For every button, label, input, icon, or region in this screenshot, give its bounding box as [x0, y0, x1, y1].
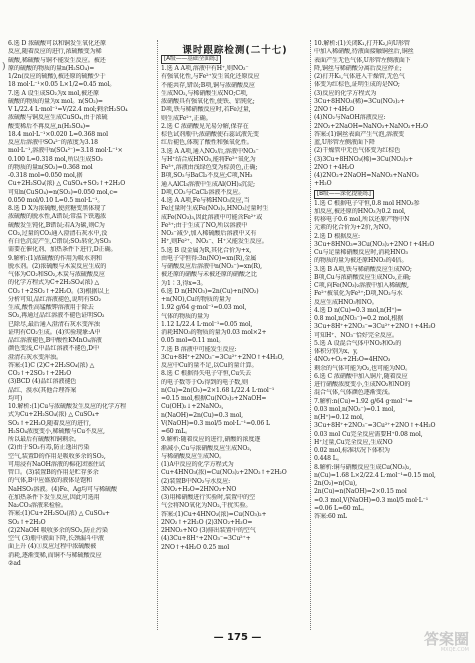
text-line: 0.448 L。 [314, 455, 343, 463]
margin-bracket: ) [2, 62, 6, 72]
text-line: 转移电子0.6 mol,所以还原产物中N [314, 216, 410, 223]
text-line: Fe²⁺被氧化为Fe³⁺;D项,NO₂与水 [314, 290, 403, 298]
text-line: 则生成Fe²⁺,正确。 [161, 114, 212, 122]
text-line: 3Cu+8H⁺+2NO₃⁻=3Cu²⁺+2NO↑+4H₂O [314, 422, 436, 430]
text-line: 反应中Cu的量不足,以Cu的量计算。 [161, 362, 258, 369]
text-line: 2n(Cu)=n(NaOH)=2×0.15 mol [314, 488, 407, 496]
text-line: 7.解析:n(Cu)=1.92 g/64 g·mol⁻¹= [314, 397, 413, 405]
text-line: Na₂CO₃溶液来检验。 [8, 502, 67, 509]
text-line: 2HNO₃+NO (3)排出装置中的空气 [161, 527, 256, 534]
text-line: 澄清石灰水变浑浊。 [8, 353, 62, 361]
text-line: C项,向Fe(NO₃)₂溶液中加入稀硫酸, [314, 282, 409, 289]
watermark-logo [397, 631, 469, 657]
text-line: (2)装置B中NO₂与水反应: [161, 477, 231, 485]
text-line: 2NO₂+2NaOH=NaNO₃+NaNO₂+H₂O [314, 122, 428, 130]
text-line: SO₂↑+2H₂O,随着反应的进行, [8, 419, 91, 427]
text-line: 通入AlCl₃溶液中生成Al(OH)₃沉淀; [161, 180, 255, 188]
text-line: 3Cu+8HNO₃=3Cu(NO₃)₂+2NO↑+4H₂O [314, 240, 435, 248]
text-line: 表面产生无色气体,U形管左侧液面下 [314, 56, 411, 64]
text-line: 体变为红棕色,证明生成的是NO; [314, 81, 400, 89]
text-line: 已除尽,最后通入澄清石灰水变浑浊 [8, 320, 100, 328]
text-line: 1/2n(反应的硫酸),被还原的硫酸少于 [8, 73, 106, 80]
text-line: 9.解析:(1)浓硫酸的作用为吸水剂和 [8, 254, 102, 262]
text-line: 9.解析:随着反应的进行,硝酸的浓度逐 [161, 436, 261, 444]
text-line: CO₂↑+2SO₂↑+2H₂O。(3)根据以上 [8, 287, 110, 295]
text-line: D项,CO₂与CaCl₂溶液不反应。 [161, 188, 245, 196]
column-divider [310, 40, 311, 630]
text-line: 证明有CO₂生成。(4)实验现象:A中 [8, 328, 101, 336]
text-line: (4)NO₂与NaOH溶液反应: [314, 114, 386, 122]
text-line: 18 mol·L⁻¹×0.05 L×1/2=0.45 mol。 [8, 81, 116, 89]
text-line: n(Cu)=2n(O₂)=2×1.68 L/22.4 L·mol⁻¹ [161, 386, 275, 394]
text-line: 1.选 C 根据电子守恒,0.8 mol HNO₃参 [314, 199, 420, 207]
text-line: 3NO₂+H₂O=2HNO₃+NO [161, 485, 237, 493]
text-line: (2)由于SO₂有毒,防止逸出污染 [8, 444, 90, 452]
text-line: SO₂↑+2H₂O [8, 518, 46, 526]
text-line: 颜色变浅,C中品红溶液不褪色,D中 [8, 345, 99, 353]
text-line: 8.解析:铜与硝酸反应生成Cu(NO₃)₂, [314, 463, 412, 471]
text-line: (2)干燥管中无色气体变为红棕色 [314, 147, 401, 155]
section-a-tag: [A级——基础全面练] [161, 55, 221, 64]
text-line: 面上升 (4)①反应过程中浓硫酸被 [8, 543, 97, 551]
text-line: 可知H⁺、NO₃⁻恰好完全反应。 [314, 331, 398, 339]
text-line: 需要在催化剂、加热条件下进行,D正确。 [8, 246, 117, 254]
text-line: 不能共存,错误;B项,铜与浓硝酸反应 [161, 81, 255, 89]
section-b-tag: [B级——深化提能练] [314, 190, 374, 199]
column-right [314, 40, 466, 630]
text-line: 10.解析:(1)关闭K₁,打开K₂,向U形管 [314, 40, 410, 47]
text-line: Cu(OH)₂↓+2NaNO₃, [161, 403, 224, 411]
text-line: 1.选 A A项,溶液中有H⁺,则NO₃⁻ [161, 65, 249, 72]
page-title: 课时跟踪检测(二十七) [182, 45, 288, 56]
text-line: 0.02 mol,标准状况下体积为 [314, 447, 390, 454]
text-line: Cu+4HNO₃(浓)=Cu(NO₃)₂+2NO₂↑+2H₂O [161, 469, 287, 477]
text-line: 2NO↑+4H₂O [314, 106, 355, 113]
text-line: 2.选 C 浓硝酸见光易分解,保存在 [161, 122, 249, 130]
text-line: Fe³⁺,溶液由浅绿色变为棕黄色,正确; [161, 164, 258, 171]
text-line: 硫酸,稀硫酸与铜不能发生反应。被还 [8, 56, 106, 64]
text-line: 1.92 g/64 g·mol⁻¹=0.03 mol, [161, 304, 247, 312]
text-line: 3Cu+8H⁺+2NO₃⁻=3Cu²⁺+2NO↑+4H₂O, [161, 353, 284, 361]
text-line: H₂SO₄浓度变小,稀硫酸与Cu不反应, [8, 427, 105, 435]
text-line: 剩余的气体可能为O₂,也可能为NO。 [314, 364, 412, 372]
text-line: (4)2NO₂+2NaOH=NaNO₃+NaNO₂ [314, 172, 419, 179]
text-line: 2NO↑+4H₂O 0.25 mol [161, 543, 230, 551]
text-line: 1.12 L/22.4 L·mol⁻¹=0.05 mol, [161, 320, 253, 328]
text-line: 0.03 mol,n(NO₃⁻)=0.1 mol, [314, 405, 396, 413]
text-line: n(H⁺)=0.12 mol, [314, 414, 364, 421]
text-line: 由电子守恒得:3n(NO)=xn(R),金属 [161, 254, 257, 262]
text-line: 硫酸的物质的量为x mol。n(SO₂)= [8, 97, 103, 105]
text-line: 棕色试剂瓶中;浓硝酸使石蕊试液先变 [161, 131, 259, 138]
text-line: 可知n(CuSO₄)=n(SO₂)=0.050 mol,c= [8, 188, 118, 196]
text-line: B项,Cu与浓硝酸反应生成NO₂,正确; [314, 273, 411, 281]
text-line: 与稀硝酸反应生成NO。 [161, 452, 226, 460]
text-line: 2.选 D 根据反应: [314, 232, 360, 240]
text-line: 原的硫酸的物质的量n(H₂SO₄)= [8, 64, 95, 72]
text-line: 答案:(1)Cu+4HNO₃(浓)=Cu(NO₃)₂+ [161, 510, 267, 518]
text-line: B项,SO₂与BaCl₂不反应;C项,NH₃ [161, 172, 253, 180]
text-line: 10.解析:(1)Cu与浓硫酸发生反应的化学方程 [8, 403, 126, 410]
column-middle [161, 40, 309, 630]
text-line: 7.选 A 设生成SO₂为x mol,被还原 [8, 89, 99, 97]
text-line: =0.3 mol,V(NaOH)=0.3 mol/5 mol·L⁻¹ [314, 496, 429, 504]
text-line: 0.050 mol/0.10 L=0.5 mol·L⁻¹。 [8, 196, 104, 204]
text-line: 2n(O₂)=n(Cu), [314, 480, 358, 487]
text-line: 中加入稀硝酸,待液面接触铜丝后,铜丝 [314, 48, 414, 56]
text-line: (2)2NaOH 吸收多余的SO₂,防止污染 [8, 526, 108, 534]
text-line: 混合气体,气体颜色逐渐变浅。 [314, 389, 394, 397]
text-line: Cu+2H₂SO₄(浓) △ CuSO₄+SO₂↑+2H₂O [8, 180, 126, 188]
text-line: 5.选 B 设金属为R,其化合价为+x, [161, 246, 252, 254]
text-line: 7.选 B 溶液中可能发生反应: [161, 345, 237, 353]
watermark-url: MXQE.COM [440, 647, 469, 653]
text-line: 品红溶液褪色,B中酸性KMnO₄溶液 [8, 337, 102, 344]
text-line: CO₂,过量的CO₂通入澄清石灰水中,没 [8, 229, 108, 237]
text-line: (3)反应的化学方程式为 [314, 89, 377, 97]
text-line: 反应后溶液中SO₄²⁻的浓度为3.18 [8, 139, 98, 146]
text-line: 被还原的硝酸与未被还原的硝酸之比 [161, 271, 257, 279]
text-line: (2)打开K₁,气体进入干燥管,无色气 [314, 73, 405, 80]
column-divider [157, 40, 158, 630]
text-line: 渐减小,Cu与浓硝酸反应生成NO₂, [161, 444, 252, 452]
text-line: 的气体,B中应盛放的液体是饱和 [8, 477, 93, 485]
text-line: Fe过量时生成Fe(NO₃)₂,HNO₃过量时生 [161, 205, 269, 213]
text-line: 浓硫酸与铜反应生成CuSO₄,由于浓硫 [8, 114, 108, 122]
text-line: 气体为CO₂和SO₂,木炭与浓硫酸反应 [8, 271, 105, 278]
text-line: H⁺过量,Cu完全反应,生成NO [314, 438, 393, 446]
text-line: n(Cu)=1.68 L×2/22.4 L·mol⁻¹=0.15 mol, [314, 471, 436, 479]
text-line: 5.选 A 设混合气体中NO₂和O₂的 [314, 339, 402, 347]
text-line: 有白色沉淀产生,C错误;SO₂转化为SO₃ [8, 238, 111, 245]
text-line: 空气 (3)瓶中液面下降,长颈漏斗中液 [8, 535, 104, 542]
text-line: SO₂,再通过品红溶液不褪色证明SO₂ [8, 312, 105, 320]
text-line: D项,铁与稀硝酸反应时,若Fe过量, [161, 106, 251, 114]
text-line: 0.8 mol,n(NO₃⁻)=0.2 mol,根据 [314, 315, 404, 322]
text-line: 4NO₂+O₂+2H₂O=4HNO₃ [314, 356, 391, 364]
text-line: 均可) [8, 394, 23, 402]
text-line: 硫酸发生钝化,B错误;若A为碳,则C为 [8, 221, 105, 229]
text-line: 18.4 mol·L⁻¹×0.020 L=0.368 mol [8, 130, 108, 138]
text-line: 生成,酸性高锰酸钾溶液用于除去 [8, 304, 94, 311]
text-line: 3Cu+8HNO₃(稀)=3Cu(NO₃)₂+ [314, 97, 405, 105]
text-line: 气会将NO氧化为NO₂,干扰实验。 [161, 502, 252, 510]
text-line: 品红、溴水(其他合理答案 [8, 386, 77, 394]
text-line: 反应生成HNO₃和NO。 [314, 298, 378, 306]
text-line: (3)用稀硝酸进行实验时,装置中的空 [161, 494, 256, 501]
text-line: 6.选 C 浓硝酸中加入铜片,随着反应 [314, 372, 408, 380]
text-line: 降,铜丝与稀硝酸分离后反应停止; [314, 64, 402, 72]
text-line: 脱水剂。(2)浓硫酸与木炭反应生成的 [8, 262, 107, 270]
text-line: 空气,装置D的作用是吸收多余的SO₂, [8, 452, 106, 460]
text-line: V(NaOH)=0.3 mol/5 mol·L⁻¹=0.06 L [161, 419, 270, 427]
text-line: 所以最后有硫酸和铜剩余。 [8, 436, 80, 443]
text-line: =0.06 L=60 mL。 [314, 504, 368, 512]
text-line: 的物质的量为被还原HNO₃的4倍。 [314, 257, 408, 265]
text-line: 气体的物质的量为 [161, 312, 209, 320]
text-line: 3Cu+8H⁺+2NO₃⁻=3Cu²⁺+2NO↑+4H₂O [314, 323, 436, 331]
text-line: -0.318 mol=0.050 mol,据 [8, 172, 83, 179]
text-line: 浓硝酸具有强氧化性,使铁、铝钝化; [161, 98, 255, 105]
text-line: 答案:(1)Cu+2H₂SO₄(浓) △ CuSO₄+ [8, 510, 110, 518]
text-line: 式为Cu+2H₂SO₄(浓) △ CuSO₄+ [8, 411, 100, 419]
text-line: 成Fe(NO₃)₃,因此溶液中可能含Fe²⁺或 [161, 213, 263, 221]
text-line: (3)3Cu+8HNO₃(稀)=3Cu(NO₃)₂+ [314, 155, 414, 163]
text-line: 0.03 mol Cu完全反应需要H⁺0.08 mol, [314, 430, 423, 438]
text-line: 4.选 A A项,Fe与稀HNO₃反应,当 [161, 197, 250, 204]
text-line: 红后褪色,体现了酸性和强氧化性。 [161, 139, 253, 147]
text-line: 0.05 mol=0.11 mol。 [161, 337, 225, 345]
text-line: NO₃⁻减少,加入稀硫酸后溶液中又有 [161, 230, 257, 237]
text-line: 0.100 L=0.318 mol,所以生成SO₂ [8, 155, 103, 163]
text-line: 8.选 D X为浓硫酸,使蔗糖变黑体现了 [8, 205, 107, 212]
watermark-text: 答案圈 [423, 630, 469, 648]
text-line: 分析可知,品红溶液褪色,说明有SO₂ [8, 295, 101, 303]
text-line: 的化学方程式为C+2H₂SO₄(浓) △ [8, 279, 100, 287]
text-line: +H₂O [314, 180, 332, 188]
text-line: H⁺,则Fe²⁺、NO₃⁻、H⁺又能发生反应。 [161, 238, 268, 246]
text-line: +n(NO),Cu的物质的量为 [161, 296, 231, 303]
text-line: CO₂↑+2SO₂↑+2H₂O [8, 370, 72, 377]
column-left [8, 40, 156, 630]
text-line: 4.选 D n(Cu)=0.3 mol,n(H⁺)= [314, 306, 402, 314]
text-line: 为1∶3,得x=3。 [161, 279, 207, 287]
text-line: 体积分别为x、y, [314, 348, 358, 355]
text-line: 3.选 A A项,通入NO₂后,溶液中NO₃⁻ [161, 147, 259, 155]
text-line: 2NO↑+4H₂O [314, 163, 355, 171]
text-line: 答案:(1)C (2)C+2H₂SO₄(浓) △ [8, 361, 95, 369]
text-line: 与H⁺结合成HNO₃,能将Fe²⁺氧化为 [161, 155, 256, 163]
text-line: 蓝,U形管左侧液面下降 [314, 139, 375, 146]
text-line: 浓硫酸的脱水性,A错误;常温下铁遇浓 [8, 213, 106, 221]
text-line: 6.选 D n(HNO₃)=2n(Cu)+n(NO₂) [161, 287, 259, 295]
text-line: 生成NO₂,与稀硝酸生成NO;C项, [161, 89, 248, 97]
page-number: — 175 — [213, 632, 262, 643]
text-line: (1)A中反应的化学方程式为 [161, 461, 234, 468]
text-line: 反应,随着反应的进行,浓硫酸变为稀 [8, 48, 102, 56]
text-line: 8.选 C 根据得失电子守恒,Cu失去 [161, 370, 252, 378]
text-line: =60 mL。 [161, 428, 192, 435]
text-line: 加反应,被还原的HNO₃为0.2 mol, [314, 207, 406, 215]
text-line: =0.15 mol,根据Cu(NO₃)₂+2NaOH= [161, 395, 267, 402]
text-line: 酸变稀后不再反应,n(H₂SO₄)= [8, 122, 91, 130]
text-line: 答案:60 mL [314, 513, 347, 520]
text-line: Cu与足量稀硝酸反应时,消耗HNO₃ [314, 249, 408, 256]
text-line: 2NO₂↑+2H₂O (2)3NO₂+H₂O= [161, 518, 253, 526]
text-line: ②ad [8, 559, 21, 567]
text-line: (4)3Cu+8H⁺+2NO₃⁻=3Cu²⁺+ [161, 535, 251, 543]
text-line: 消耗HNO₃的物质的量为0.03 mol×2+ [161, 329, 267, 336]
text-line: n(NaOH)=2n(Cu)=0.3 mol, [161, 411, 243, 419]
text-line: 进行硝酸浓度变小,生成NO₂和NO的 [314, 381, 411, 388]
text-line: Fe³⁺;由于生成了NO,所以溶液中 [161, 221, 248, 229]
text-line: 的物质的量n(SO₂)=0.368 mol [8, 163, 93, 171]
text-line: V L/22.4 L·mol⁻¹=V/22.4 mol;剩余H₂SO₄ [8, 106, 128, 113]
text-line: 与硝酸反应后溶液中n(NO₃⁻)=xn(R), [161, 263, 262, 270]
text-line: 管口。(3)装置B的作用是贮存多余 [8, 469, 99, 476]
text-line: 6.选 D 浓硫酸可以和铜发生氧化还原 [8, 40, 106, 47]
text-line: mol·L⁻¹,溶液中n(SO₄²⁻)=3.18 mol·L⁻¹× [8, 147, 123, 155]
text-line: 答案:(1)铜丝表面产生气泡,溶液变 [314, 130, 405, 138]
text-line: 消耗,逐渐变稀,而铜不与稀硫酸反应 [8, 551, 102, 559]
text-line: 元素的化合价为+2价,为NO。 [314, 224, 395, 232]
text-line: 在加热条件下发生反应,因此可选用 [8, 493, 100, 501]
text-line: 3.选 B A项,铁与稀硝酸反应生成NO; [314, 265, 412, 273]
text-line: 可用浸有NaOH溶液的棉花团塞住试 [8, 460, 105, 468]
text-line: 有强氧化性,与Fe²⁺发生氧化还原反应 [161, 73, 260, 81]
text-line: NaHSO₃溶液。(4)Fe、Ag均可与稀硫酸 [8, 485, 117, 493]
text-line: (3)BCD (4)品红溶液褪色 [8, 378, 77, 386]
text-line: 的电子数等于O₂得到的电子数,则 [161, 378, 248, 386]
